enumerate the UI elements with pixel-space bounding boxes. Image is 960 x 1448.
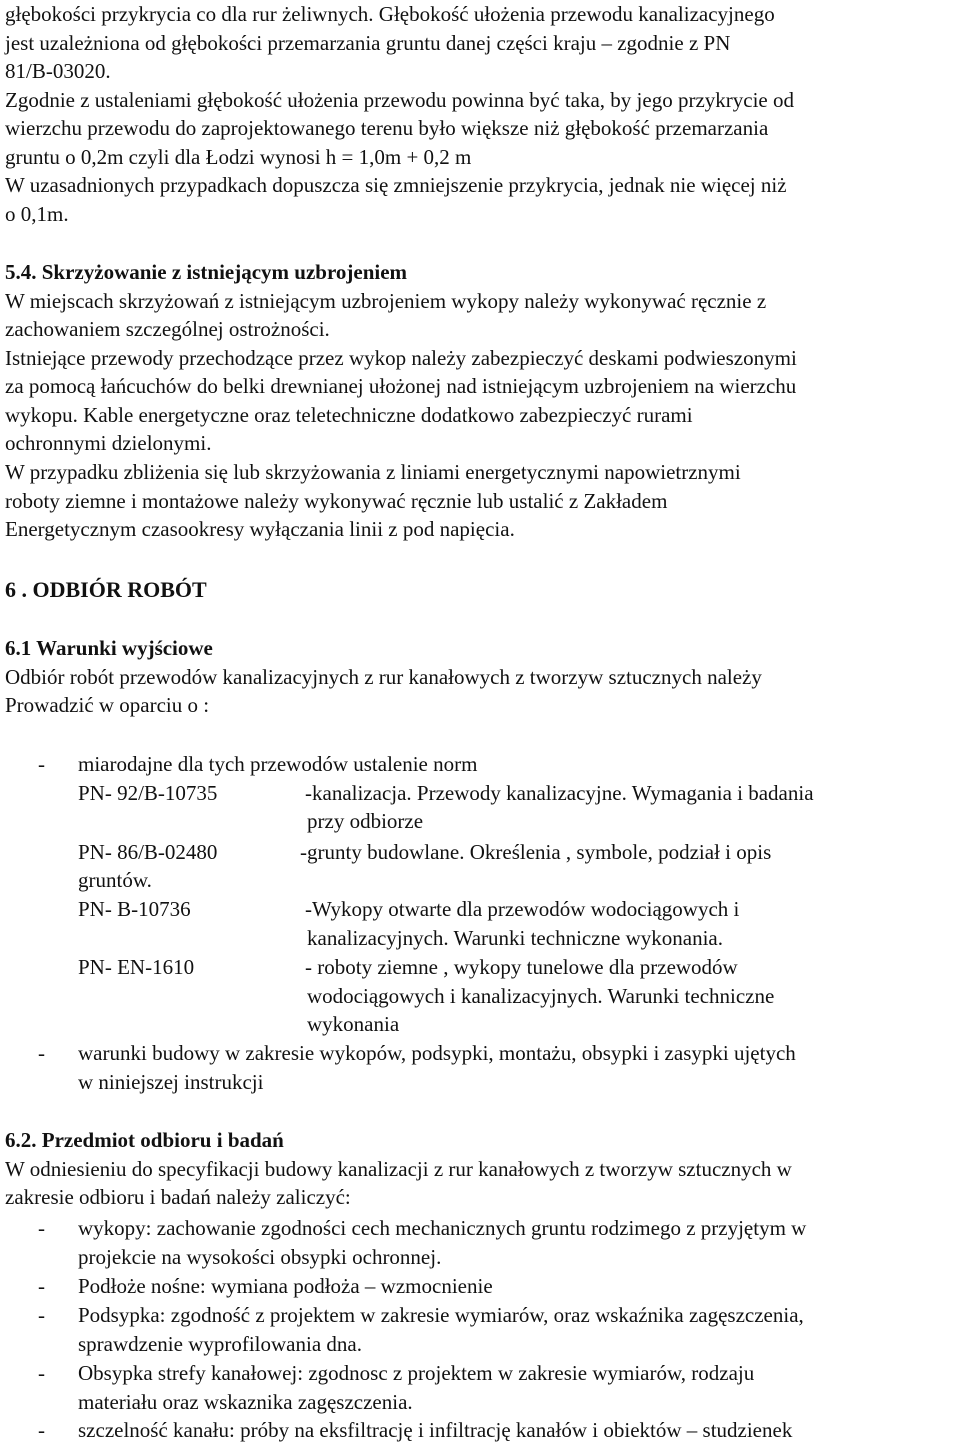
list-item: projekcie na wysokości obsypki ochronnej.	[78, 1245, 442, 1269]
norm-code: PN- EN-1610	[78, 955, 195, 979]
norm-description: -Wykopy otwarte dla przewodów wodociągowych i	[305, 897, 740, 921]
text-line: W przypadku zbliżenia się lub skrzyżowania z liniami energetycznymi napowietrznymi	[5, 460, 741, 484]
list-dash: -	[38, 1274, 45, 1298]
text-line: W uzasadnionych przypadkach dopuszcza się zmniejszenie przykrycia, jednak nie więcej niż	[5, 173, 787, 197]
text-line: o 0,1m.	[5, 202, 69, 226]
norm-description: -kanalizacja. Przewody kanalizacyjne. Wymagania i badania	[305, 781, 814, 805]
text-line: ochronnymi dzielonymi.	[5, 431, 212, 455]
text-line: jest uzależniona od głębokości przemarzania gruntu danej części kraju – zgodnie z PN	[5, 31, 731, 55]
text-line: wykopu. Kable energetyczne oraz teletechniczne dodatkowo zabezpieczyć rurami	[5, 403, 693, 427]
norm-code: PN- 86/B-02480	[78, 840, 218, 864]
list-item: materiału oraz wskaznika zagęszczenia.	[78, 1390, 413, 1414]
norm-description: - roboty ziemne , wykopy tunelowe dla przewodów	[305, 955, 738, 979]
norm-description: wodociągowych i kanalizacyjnych. Warunki techniczne	[307, 984, 775, 1008]
text-line: Istniejące przewody przechodzące przez wykop należy zabezpieczyć deskami podwieszonymi	[5, 346, 797, 370]
text-line: 81/B-03020.	[5, 59, 111, 83]
text-line: W odniesieniu do specyfikacji budowy kanalizacji z rur kanałowych z tworzyw sztucznych w	[5, 1157, 792, 1181]
norm-description: wykonania	[307, 1012, 400, 1036]
norm-description: -grunty budowlane. Określenia , symbole, podział i opis	[300, 840, 772, 864]
norm-code: PN- 92/B-10735	[78, 781, 218, 805]
list-item: szczelność kanału: próby na eksfiltrację i infiltrację kanałów i obiektów – studzienek	[78, 1418, 793, 1442]
norm-description: kanalizacyjnych. Warunki techniczne wykonania.	[307, 926, 724, 950]
list-item: Podsypka: zgodność z projektem w zakresie wymiarów, oraz wskaźnika zagęszczenia,	[78, 1303, 804, 1327]
list-dash: -	[38, 1303, 45, 1327]
norm-description: przy odbiorze	[307, 809, 424, 833]
text-line: Prowadzić w oparciu o :	[5, 693, 210, 717]
text-line: roboty ziemne i montażowe należy wykonywać ręcznie lub ustalić z Zakładem	[5, 489, 668, 513]
text-line: zakresie odbioru i badań należy zaliczyć:	[5, 1185, 351, 1209]
list-dash: -	[38, 752, 45, 776]
text-line: Odbiór robót przewodów kanalizacyjnych z rur kanałowych z tworzyw sztucznych należy	[5, 665, 762, 689]
list-item: wykopy: zachowanie zgodności cech mechanicznych gruntu rodzimego z przyjętym w	[78, 1216, 807, 1240]
list-dash: -	[38, 1216, 45, 1240]
list-item: miarodajne dla tych przewodów ustalenie norm	[78, 752, 478, 776]
list-dash: -	[38, 1041, 45, 1065]
norm-code: PN- B-10736	[78, 897, 191, 921]
section-heading: 6.2. Przedmiot odbioru i badań	[5, 1128, 284, 1152]
list-item: Podłoże nośne: wymiana podłoża – wzmocnienie	[78, 1274, 493, 1298]
text-line: gruntu o 0,2m czyli dla Łodzi wynosi h = 1,0m + 0,2 m	[5, 145, 472, 169]
text-line: głębokości przykrycia co dla rur żeliwnych. Głębokość ułożenia przewodu kanalizacyjnego	[5, 2, 775, 26]
text-line: Zgodnie z ustaleniami głębokość ułożenia przewodu powinna być taka, by jego przykrycie od	[5, 88, 794, 112]
text-line: W miejscach skrzyżowań z istniejącym uzbrojeniem wykopy należy wykonywać ręcznie z	[5, 289, 767, 313]
text-line: Energetycznym czasookresy wyłączania linii z pod napięcia.	[5, 517, 515, 541]
section-heading: 5.4. Skrzyżowanie z istniejącym uzbrojeniem	[5, 260, 408, 284]
text-line: wierzchu przewodu do zaprojektowanego terenu było większe niż głębokość przemarzania	[5, 116, 769, 140]
list-item: w niniejszej instrukcji	[78, 1070, 264, 1094]
section-heading: 6.1 Warunki wyjściowe	[5, 636, 213, 660]
list-item: sprawdzenie wyprofilowania dna.	[78, 1332, 362, 1356]
chapter-heading: 6 . ODBIÓR ROBÓT	[5, 577, 207, 602]
text-line: zachowaniem szczególnej ostrożności.	[5, 317, 330, 341]
list-dash: -	[38, 1418, 45, 1442]
text-line: za pomocą łańcuchów do belki drewnianej ułożonej nad istniejącym uzbrojeniem na wierzchu	[5, 374, 797, 398]
list-item: Obsypka strefy kanałowej: zgodnosc z projektem w zakresie wymiarów, rodzaju	[78, 1361, 755, 1385]
list-item: warunki budowy w zakresie wykopów, podsypki, montażu, obsypki i zasypki ujętych	[78, 1041, 796, 1065]
norm-description: gruntów.	[78, 868, 152, 892]
list-dash: -	[38, 1361, 45, 1385]
